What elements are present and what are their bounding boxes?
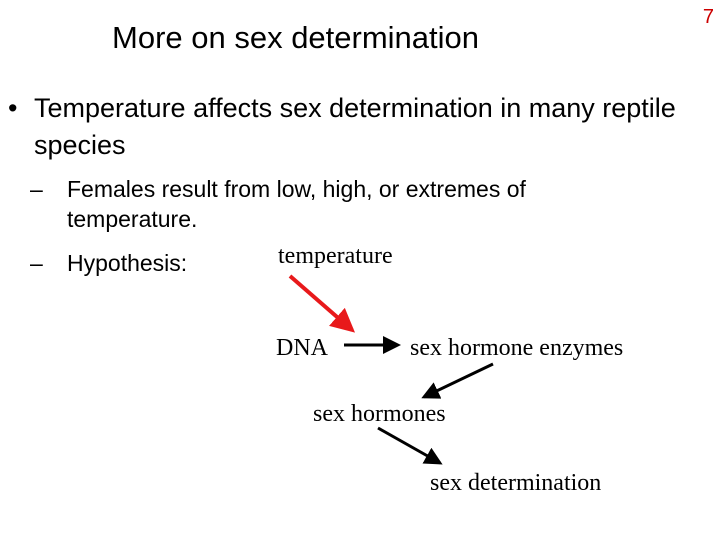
sub-bullet-text: Females result from low, high, or extremes of temperature. [67,176,526,232]
sub-bullet-dash: – [30,176,43,202]
node-temperature: temperature [278,243,393,269]
bullet-marker: • [8,93,18,123]
slide-title: More on sex determination [112,20,480,55]
slide-number: 7 [702,6,714,28]
sub-bullet-text: Hypothesis: [67,250,188,276]
bullet-text: Temperature affects sex determination in many reptile species [34,93,676,160]
sub-bullet-dash: – [30,250,43,276]
arrow-enzymes-to-hormones [424,364,493,397]
node-dna: DNA [276,335,328,361]
arrow-temperature-to-dna [290,276,352,330]
node-sex-hormones: sex hormones [313,401,446,427]
node-sex-hormone-enzymes: sex hormone enzymes [410,335,624,361]
node-sex-determination: sex determination [430,470,602,496]
arrow-hormones-to-determination [378,428,440,463]
